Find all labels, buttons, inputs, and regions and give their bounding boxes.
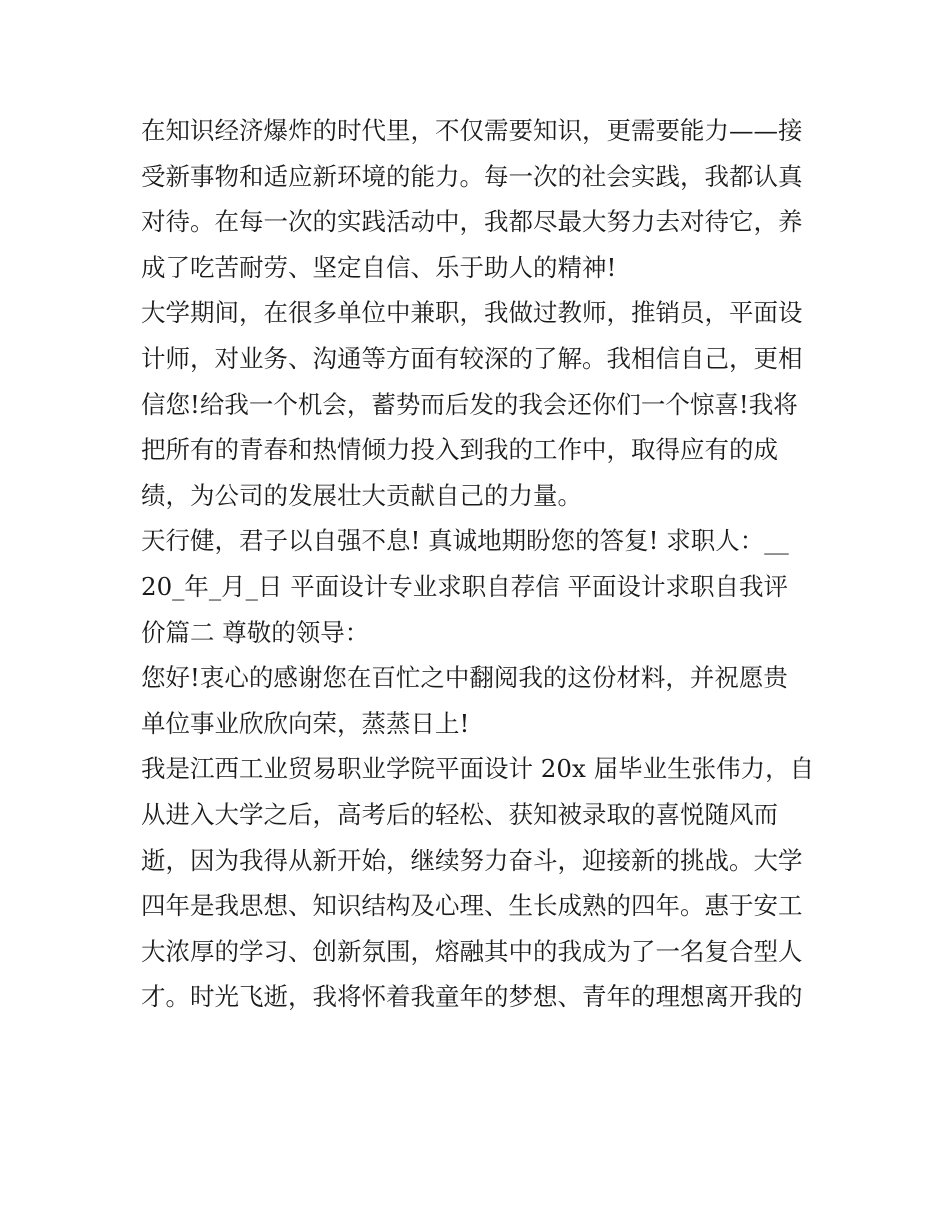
text-line: 对待。在每一次的实践活动中，我都尽最大努力去对待它，养 <box>141 207 803 237</box>
text-line: 成了吃苦耐劳、坚定自信、乐于助人的精神! <box>141 252 617 282</box>
text-line: 把所有的青春和热情倾力投入到我的工作中，取得应有的成 <box>141 435 778 465</box>
text-line: 20_年_月_日 平面设计专业求职自荐信 平面设计求职自我评 <box>141 571 788 601</box>
text-line: 逝，因为我得从新开始，继续努力奋斗，迎接新的挑战。大学 <box>141 845 803 875</box>
text-line: 才。时光飞逝，我将怀着我童年的梦想、青年的理想离开我的 <box>141 982 803 1012</box>
text-line: 您好!衷心的感谢您在百忙之中翻阅我的这份材料，并祝愿贵 <box>141 663 788 693</box>
text-line: 大浓厚的学习、创新氛围，熔融其中的我成为了一名复合型人 <box>141 936 803 966</box>
text-line: 从进入大学之后，高考后的轻松、获知被录取的喜悦随风而 <box>141 799 778 829</box>
text-line: 绩，为公司的发展壮大贡献自己的力量。 <box>141 480 582 510</box>
text-line: 信您!给我一个机会，蓄势而后发的我会还你们一个惊喜!我将 <box>141 389 798 419</box>
text-line: 受新事物和适应新环境的能力。每一次的社会实践，我都认真 <box>141 161 803 191</box>
text-line: 计师，对业务、沟通等方面有较深的了解。我相信自己，更相 <box>141 343 803 373</box>
letter-body <box>141 108 821 1020</box>
text-line: 大学期间，在很多单位中兼职，我做过教师，推销员，平面设 <box>141 298 803 328</box>
text-line: 在知识经济爆炸的时代里，不仅需要知识，更需要能力——接 <box>141 116 803 145</box>
text-line: 天行健，君子以自强不息! 真诚地期盼您的答复! 求职人：__ <box>141 526 789 556</box>
text-line: 四年是我思想、知识结构及心理、生长成熟的四年。惠于安工 <box>141 891 803 921</box>
text-line: 我是江西工业贸易职业学院平面设计 20x 届毕业生张伟力，自 <box>141 754 815 784</box>
text-line: 单位事业欣欣向荣，蒸蒸日上! <box>141 708 470 738</box>
text-line: 价篇二 尊敬的领导： <box>141 617 370 647</box>
